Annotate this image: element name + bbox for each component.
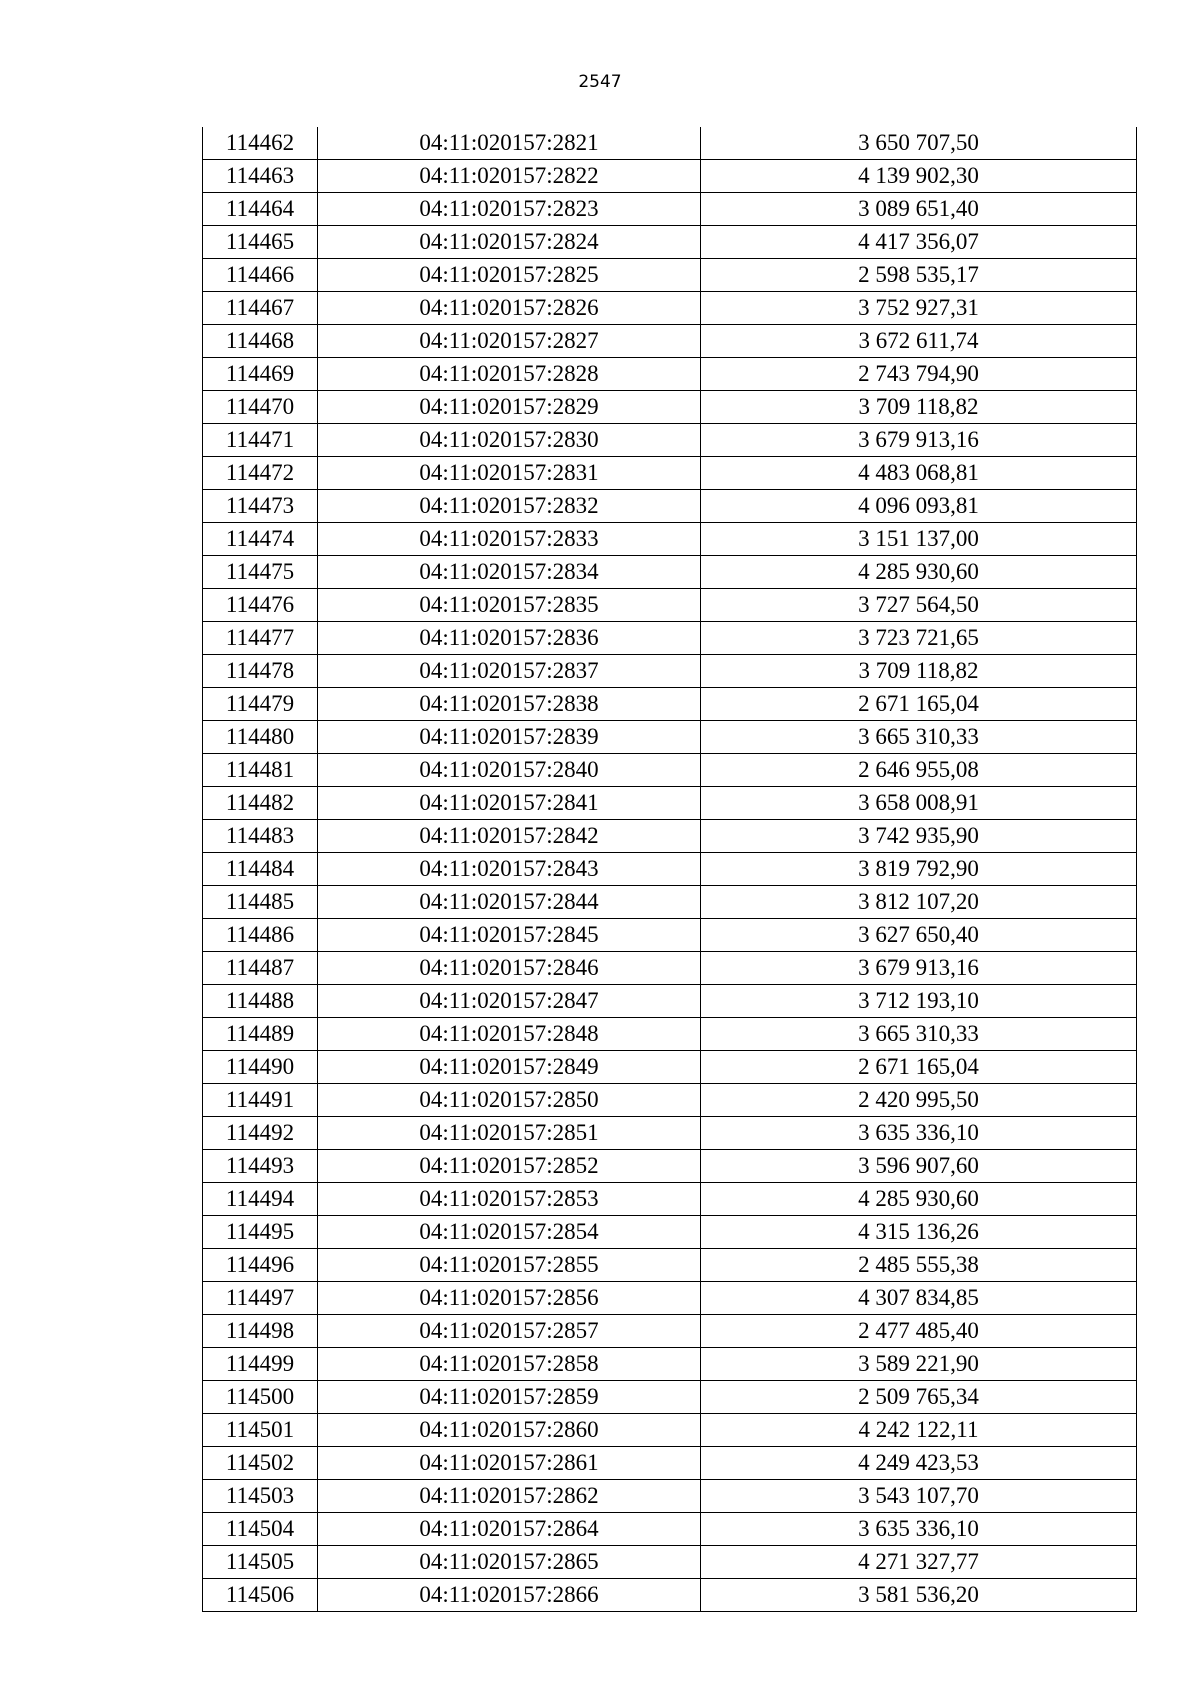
cadastral-value-cell: 2 743 794,90: [701, 358, 1137, 391]
row-number-cell: 114485: [203, 886, 318, 919]
table-row: [203, 721, 1137, 754]
cadastral-number-cell: 04:11:020157:2843: [318, 853, 701, 886]
cadastral-number-cell: 04:11:020157:2841: [318, 787, 701, 820]
row-number-cell: 114494: [203, 1183, 318, 1216]
row-number-cell: 114501: [203, 1414, 318, 1447]
table-row: [203, 1513, 1137, 1546]
row-number-cell: 114505: [203, 1546, 318, 1579]
row-number-cell: 114486: [203, 919, 318, 952]
table-row: [203, 787, 1137, 820]
cadastral-number-cell: 04:11:020157:2832: [318, 490, 701, 523]
cadastral-number-cell: 04:11:020157:2823: [318, 193, 701, 226]
row-number-cell: 114475: [203, 556, 318, 589]
row-number-cell: 114499: [203, 1348, 318, 1381]
table-row: [203, 523, 1137, 556]
row-number-cell: 114492: [203, 1117, 318, 1150]
cadastral-number-cell: 04:11:020157:2822: [318, 160, 701, 193]
cadastral-number-cell: 04:11:020157:2860: [318, 1414, 701, 1447]
table-row: [203, 1414, 1137, 1447]
cadastral-number-cell: 04:11:020157:2833: [318, 523, 701, 556]
table-row: [203, 1216, 1137, 1249]
table-row: [203, 1282, 1137, 1315]
cadastral-value-cell: 4 249 423,53: [701, 1447, 1137, 1480]
table-row: [203, 259, 1137, 292]
row-number-cell: 114504: [203, 1513, 318, 1546]
table-row: [203, 193, 1137, 226]
cadastral-value-cell: 3 679 913,16: [701, 424, 1137, 457]
row-number-cell: 114497: [203, 1282, 318, 1315]
cadastral-number-cell: 04:11:020157:2864: [318, 1513, 701, 1546]
table-row: [203, 391, 1137, 424]
table-body: [203, 127, 1137, 1612]
table-row: [203, 886, 1137, 919]
cadastral-number-cell: 04:11:020157:2821: [318, 127, 701, 160]
cadastral-number-cell: 04:11:020157:2840: [318, 754, 701, 787]
cadastral-value-cell: 4 315 136,26: [701, 1216, 1137, 1249]
table-row: [203, 952, 1137, 985]
row-number-cell: 114506: [203, 1579, 318, 1612]
cadastral-value-cell: 3 635 336,10: [701, 1513, 1137, 1546]
cadastral-number-cell: 04:11:020157:2852: [318, 1150, 701, 1183]
row-number-cell: 114476: [203, 589, 318, 622]
cadastral-value-cell: 4 483 068,81: [701, 457, 1137, 490]
cadastral-number-cell: 04:11:020157:2839: [318, 721, 701, 754]
table-row: [203, 1381, 1137, 1414]
cadastral-number-cell: 04:11:020157:2830: [318, 424, 701, 457]
table-row: [203, 556, 1137, 589]
cadastral-number-cell: 04:11:020157:2836: [318, 622, 701, 655]
row-number-cell: 114473: [203, 490, 318, 523]
cadastral-value-cell: 3 089 651,40: [701, 193, 1137, 226]
table-row: [203, 1546, 1137, 1579]
cadastral-value-cell: 2 598 535,17: [701, 259, 1137, 292]
row-number-cell: 114467: [203, 292, 318, 325]
table-row: [203, 160, 1137, 193]
cadastral-number-cell: 04:11:020157:2838: [318, 688, 701, 721]
row-number-cell: 114487: [203, 952, 318, 985]
cadastral-value-cell: 3 151 137,00: [701, 523, 1137, 556]
cadastral-value-cell: 2 485 555,38: [701, 1249, 1137, 1282]
row-number-cell: 114491: [203, 1084, 318, 1117]
row-number-cell: 114468: [203, 325, 318, 358]
cadastral-value-cell: 4 285 930,60: [701, 1183, 1137, 1216]
row-number-cell: 114481: [203, 754, 318, 787]
cadastral-number-cell: 04:11:020157:2827: [318, 325, 701, 358]
row-number-cell: 114472: [203, 457, 318, 490]
cadastral-number-cell: 04:11:020157:2848: [318, 1018, 701, 1051]
cadastral-value-cell: 3 543 107,70: [701, 1480, 1137, 1513]
cadastral-number-cell: 04:11:020157:2851: [318, 1117, 701, 1150]
row-number-cell: 114496: [203, 1249, 318, 1282]
cadastral-value-cell: 2 671 165,04: [701, 688, 1137, 721]
cadastral-value-cell: 3 723 721,65: [701, 622, 1137, 655]
cadastral-value-cell: 3 581 536,20: [701, 1579, 1137, 1612]
row-number-cell: 114479: [203, 688, 318, 721]
row-number-cell: 114464: [203, 193, 318, 226]
row-number-cell: 114465: [203, 226, 318, 259]
cadastral-value-cell: 3 665 310,33: [701, 721, 1137, 754]
cadastral-value-cell: 3 665 310,33: [701, 1018, 1137, 1051]
row-number-cell: 114495: [203, 1216, 318, 1249]
cadastral-value-cell: 3 658 008,91: [701, 787, 1137, 820]
row-number-cell: 114482: [203, 787, 318, 820]
cadastral-value-cell: 3 752 927,31: [701, 292, 1137, 325]
row-number-cell: 114470: [203, 391, 318, 424]
cadastral-value-cell: 3 635 336,10: [701, 1117, 1137, 1150]
cadastral-number-cell: 04:11:020157:2854: [318, 1216, 701, 1249]
cadastral-number-cell: 04:11:020157:2859: [318, 1381, 701, 1414]
row-number-cell: 114480: [203, 721, 318, 754]
row-number-cell: 114489: [203, 1018, 318, 1051]
row-number-cell: 114493: [203, 1150, 318, 1183]
table-row: [203, 1348, 1137, 1381]
table-row: [203, 1315, 1137, 1348]
cadastral-value-cell: 2 646 955,08: [701, 754, 1137, 787]
cadastral-value-cell: 4 096 093,81: [701, 490, 1137, 523]
cadastral-value-cell: 4 139 902,30: [701, 160, 1137, 193]
cadastral-number-cell: 04:11:020157:2844: [318, 886, 701, 919]
cadastral-number-cell: 04:11:020157:2862: [318, 1480, 701, 1513]
cadastral-number-cell: 04:11:020157:2835: [318, 589, 701, 622]
cadastral-value-cell: 2 671 165,04: [701, 1051, 1137, 1084]
cadastral-value-cell: 3 712 193,10: [701, 985, 1137, 1018]
cadastral-number-cell: 04:11:020157:2831: [318, 457, 701, 490]
cadastral-number-cell: 04:11:020157:2853: [318, 1183, 701, 1216]
cadastral-value-cell: 4 285 930,60: [701, 556, 1137, 589]
row-number-cell: 114463: [203, 160, 318, 193]
cadastral-value-cell: 3 650 707,50: [701, 127, 1137, 160]
table-row: [203, 358, 1137, 391]
cadastral-number-cell: 04:11:020157:2847: [318, 985, 701, 1018]
table-row: [203, 853, 1137, 886]
row-number-cell: 114466: [203, 259, 318, 292]
cadastral-value-cell: 3 727 564,50: [701, 589, 1137, 622]
cadastral-number-cell: 04:11:020157:2828: [318, 358, 701, 391]
row-number-cell: 114503: [203, 1480, 318, 1513]
table-row: [203, 1447, 1137, 1480]
row-number-cell: 114484: [203, 853, 318, 886]
row-number-cell: 114477: [203, 622, 318, 655]
cadastral-number-cell: 04:11:020157:2849: [318, 1051, 701, 1084]
cadastral-value-cell: 3 709 118,82: [701, 391, 1137, 424]
row-number-cell: 114478: [203, 655, 318, 688]
cadastral-number-cell: 04:11:020157:2846: [318, 952, 701, 985]
row-number-cell: 114483: [203, 820, 318, 853]
row-number-cell: 114502: [203, 1447, 318, 1480]
table-row: [203, 1084, 1137, 1117]
cadastral-number-cell: 04:11:020157:2866: [318, 1579, 701, 1612]
table-row: [203, 1117, 1137, 1150]
cadastral-number-cell: 04:11:020157:2837: [318, 655, 701, 688]
cadastral-value-cell: 3 709 118,82: [701, 655, 1137, 688]
table-row: [203, 127, 1137, 160]
cadastral-number-cell: 04:11:020157:2842: [318, 820, 701, 853]
cadastral-value-cell: 2 477 485,40: [701, 1315, 1137, 1348]
cadastral-value-cell: 2 509 765,34: [701, 1381, 1137, 1414]
table-row: [203, 325, 1137, 358]
table-row: [203, 688, 1137, 721]
row-number-cell: 114498: [203, 1315, 318, 1348]
table-row: [203, 226, 1137, 259]
cadastral-value-cell: 4 271 327,77: [701, 1546, 1137, 1579]
table-row: [203, 1249, 1137, 1282]
cadastral-value-cell: 4 417 356,07: [701, 226, 1137, 259]
cadastral-number-cell: 04:11:020157:2829: [318, 391, 701, 424]
table-row: [203, 754, 1137, 787]
cadastral-value-cell: 3 812 107,20: [701, 886, 1137, 919]
table-row: [203, 919, 1137, 952]
table-row: [203, 490, 1137, 523]
row-number-cell: 114490: [203, 1051, 318, 1084]
cadastral-number-cell: 04:11:020157:2834: [318, 556, 701, 589]
cadastral-value-cell: 4 242 122,11: [701, 1414, 1137, 1447]
cadastral-value-cell: 3 679 913,16: [701, 952, 1137, 985]
cadastral-number-cell: 04:11:020157:2826: [318, 292, 701, 325]
table-row: [203, 1018, 1137, 1051]
cadastral-value-cell: 3 742 935,90: [701, 820, 1137, 853]
cadastral-number-cell: 04:11:020157:2845: [318, 919, 701, 952]
cadastral-value-cell: 3 819 792,90: [701, 853, 1137, 886]
page-number: 2547: [578, 72, 622, 92]
table-row: [203, 1183, 1137, 1216]
cadastral-number-cell: 04:11:020157:2856: [318, 1282, 701, 1315]
cadastral-number-cell: 04:11:020157:2857: [318, 1315, 701, 1348]
table-row: [203, 622, 1137, 655]
row-number-cell: 114462: [203, 127, 318, 160]
cadastral-value-table: [202, 127, 1137, 1612]
row-number-cell: 114474: [203, 523, 318, 556]
row-number-cell: 114469: [203, 358, 318, 391]
cadastral-value-cell: 3 672 611,74: [701, 325, 1137, 358]
cadastral-value-cell: 3 596 907,60: [701, 1150, 1137, 1183]
table-row: [203, 457, 1137, 490]
row-number-cell: 114471: [203, 424, 318, 457]
table-row: [203, 292, 1137, 325]
row-number-cell: 114488: [203, 985, 318, 1018]
table-row: [203, 820, 1137, 853]
cadastral-value-cell: 3 627 650,40: [701, 919, 1137, 952]
cadastral-number-cell: 04:11:020157:2861: [318, 1447, 701, 1480]
cadastral-number-cell: 04:11:020157:2850: [318, 1084, 701, 1117]
cadastral-number-cell: 04:11:020157:2855: [318, 1249, 701, 1282]
table-row: [203, 655, 1137, 688]
table-row: [203, 985, 1137, 1018]
table-row: [203, 424, 1137, 457]
table-row: [203, 1480, 1137, 1513]
row-number-cell: 114500: [203, 1381, 318, 1414]
table-row: [203, 589, 1137, 622]
cadastral-number-cell: 04:11:020157:2865: [318, 1546, 701, 1579]
cadastral-value-cell: 2 420 995,50: [701, 1084, 1137, 1117]
cadastral-value-cell: 3 589 221,90: [701, 1348, 1137, 1381]
cadastral-value-cell: 4 307 834,85: [701, 1282, 1137, 1315]
cadastral-number-cell: 04:11:020157:2824: [318, 226, 701, 259]
table-row: [203, 1150, 1137, 1183]
table-row: [203, 1051, 1137, 1084]
cadastral-number-cell: 04:11:020157:2858: [318, 1348, 701, 1381]
cadastral-number-cell: 04:11:020157:2825: [318, 259, 701, 292]
table-row: [203, 1579, 1137, 1612]
